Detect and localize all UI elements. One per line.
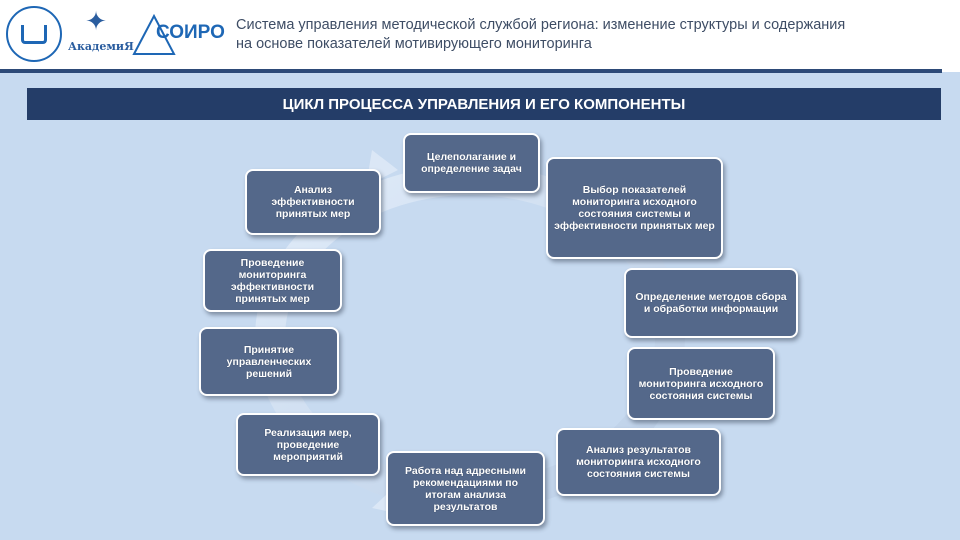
soiro-logo-text: СОИРО [156, 22, 225, 43]
node-label: Определение методов сбора и обработки информации [635, 291, 787, 315]
cycle-node-implementation [236, 413, 380, 476]
node-label: Принятие управленческих решений [226, 343, 312, 380]
cycle-node-indicators [546, 157, 723, 259]
cycle-node-goal [403, 133, 540, 193]
cycle-node-methods [624, 268, 798, 338]
cycle-node-analysis-efficiency [245, 169, 381, 235]
title-line-1: Система управления методической службой региона: изменение структуры и содержания [236, 17, 846, 33]
node-label: Анализ эффективности принятых мер [271, 184, 355, 220]
node-label: Работа над адресными рекомендациями по итогам анализа результатов [405, 464, 526, 513]
node-label: Выбор показателей мониторинга исходного состояния системы и эффективности принятых мер [554, 184, 715, 232]
node-label: Проведение мониторинга исходного состояния системы [638, 365, 764, 402]
cycle-node-recommendations [386, 451, 545, 526]
cycle-node-monitoring-efficiency [203, 249, 342, 312]
cycle-node-decisions [199, 327, 339, 396]
node-label: Реализация мер, проведение мероприятий [264, 426, 352, 463]
node-label: Проведение мониторинга эффективности принятых мер [230, 256, 315, 305]
banner-title: ЦИКЛ ПРОЦЕССА УПРАВЛЕНИЯ И ЕГО КОМПОНЕНТЫ [282, 95, 686, 113]
node-label: Целеполагание и определение задач [421, 151, 522, 175]
title-line-2: на основе показателей мотивирующего мониторинга [236, 36, 592, 52]
academy-logo-text: АкадемиЯ [68, 40, 134, 53]
cycle-node-analysis-results [556, 428, 721, 496]
eagle-emblem-icon: ✦ [85, 6, 107, 36]
node-label: Анализ результатов мониторинга исходного состояния системы [576, 444, 701, 480]
cycle-node-monitoring-initial [627, 347, 775, 420]
